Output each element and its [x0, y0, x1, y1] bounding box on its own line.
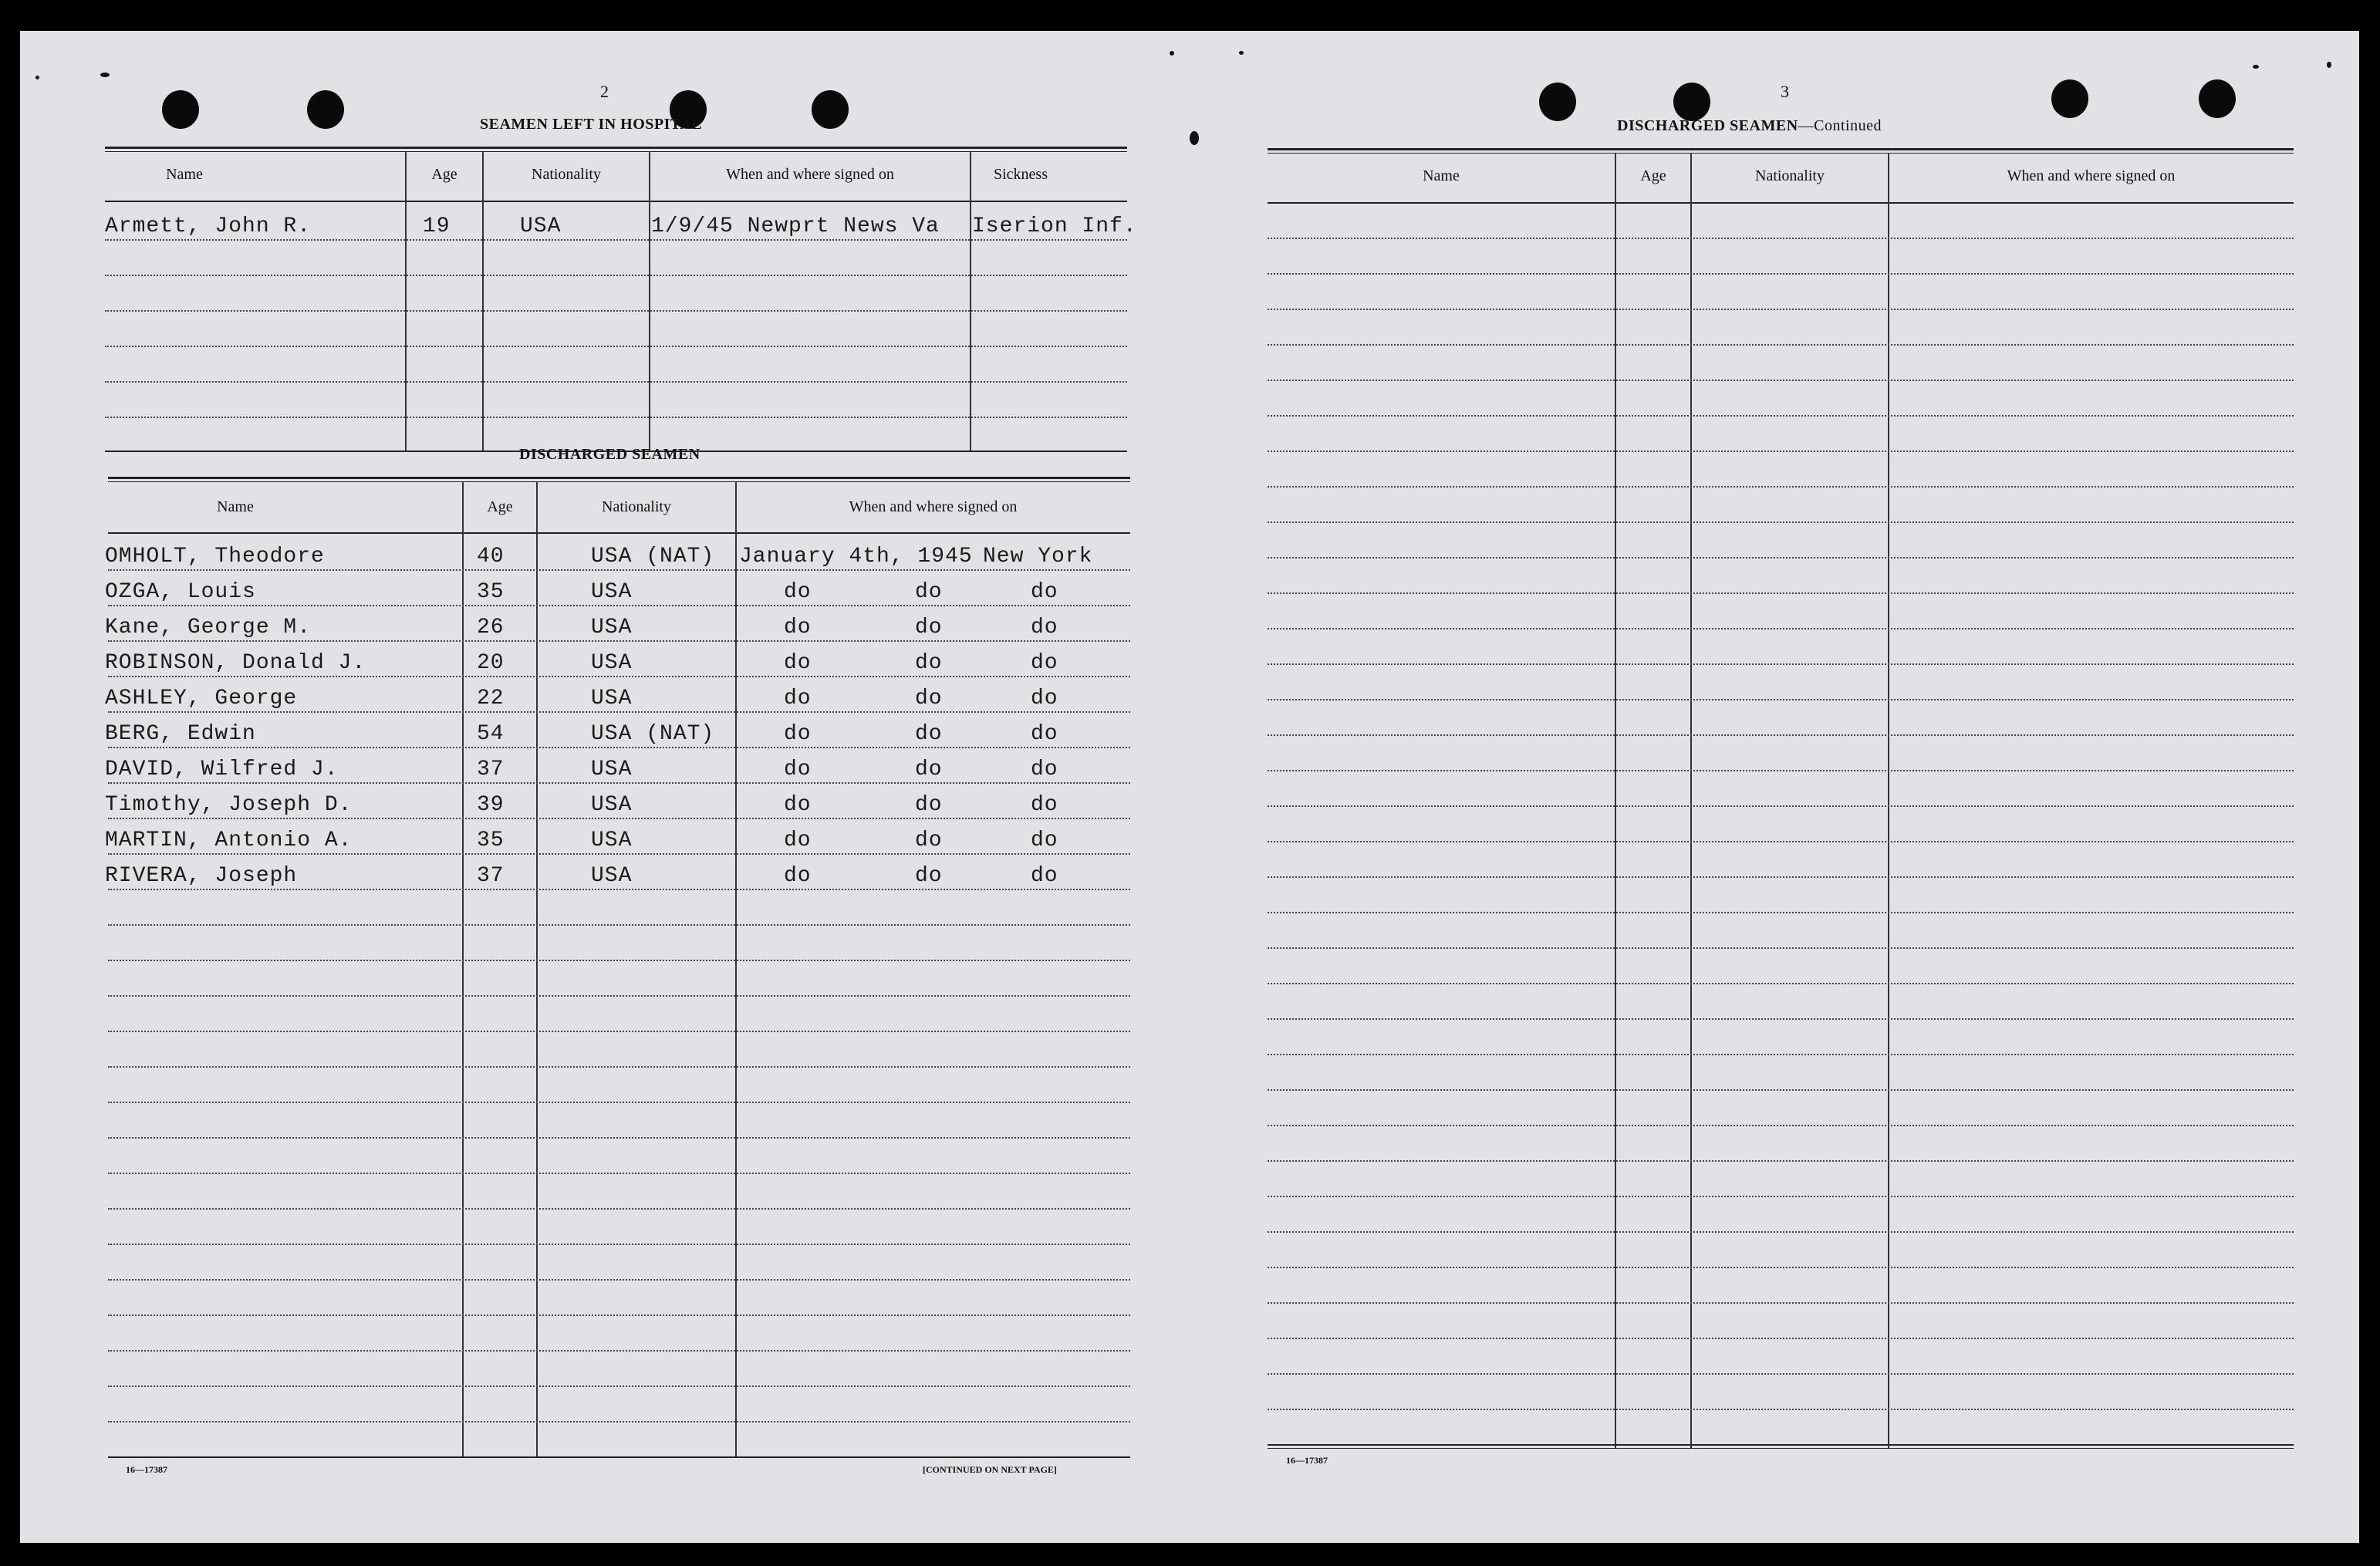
- seaman-name: OMHOLT, Theodore: [105, 545, 325, 569]
- row-line: [1268, 1409, 2294, 1410]
- seaman-age: 35: [477, 580, 505, 604]
- seaman-signed-when: do: [784, 793, 812, 817]
- punch-hole: [1539, 83, 1576, 121]
- seaman-signed-where: New York: [983, 545, 1093, 569]
- continued-bottom-rule-thin: [1268, 1448, 2294, 1449]
- hospital-header-sickness: Sickness: [994, 166, 1048, 183]
- seaman-signed-where: do: [915, 864, 943, 888]
- seaman-nationality: USA: [591, 793, 633, 817]
- row-line: [105, 381, 1127, 383]
- continued-section-title: [1617, 117, 1882, 135]
- continued-note: [CONTINUED ON NEXT PAGE]: [923, 1464, 1057, 1475]
- row-line: [1268, 805, 2294, 807]
- row-line: [1268, 912, 2294, 913]
- seaman-name: RIVERA, Joseph: [105, 864, 298, 888]
- seaman-name: MARTIN, Antonio A.: [105, 829, 353, 852]
- row-line: [1268, 1125, 2294, 1126]
- seaman-signed-where: do: [915, 687, 943, 710]
- row-line: [108, 1421, 1130, 1423]
- continued-title-suffix: —Continued: [1798, 117, 1882, 134]
- row-line: [108, 1031, 1130, 1032]
- row-line: [108, 853, 1130, 855]
- row-line: [1268, 273, 2294, 275]
- hospital-column-line: [405, 151, 407, 452]
- hospital-column-line: [482, 151, 484, 452]
- row-line: [1268, 451, 2294, 452]
- hospital-header-rule: [105, 201, 1127, 202]
- speck: [1239, 51, 1244, 55]
- row-line: [1268, 521, 2294, 523]
- seaman-signed-where-extra: do: [1031, 616, 1058, 640]
- seaman-signed-when: do: [784, 651, 812, 675]
- row-line: [1268, 841, 2294, 842]
- seaman-name: DAVID, Wilfred J.: [105, 758, 339, 781]
- row-line: [1268, 876, 2294, 878]
- form-number-right: 16—17387: [1286, 1455, 1328, 1466]
- speck: [2327, 62, 2331, 68]
- row-line: [108, 1208, 1130, 1210]
- seaman-name: ROBINSON, Donald J.: [105, 651, 366, 675]
- seaman-nationality: USA: [591, 829, 633, 852]
- seaman-nationality: USA: [591, 651, 633, 675]
- hospital-nationality: USA: [520, 214, 562, 238]
- row-line: [1268, 734, 2294, 736]
- seaman-age: 39: [477, 793, 505, 817]
- seaman-age: 40: [477, 545, 505, 569]
- seaman-signed-where-extra: do: [1031, 793, 1058, 817]
- discharged-header-name: Name: [217, 498, 254, 515]
- seaman-signed-where-extra: do: [1031, 651, 1058, 675]
- hospital-top-rule: [105, 147, 1127, 149]
- discharged-header-age: Age: [487, 498, 513, 515]
- seaman-nationality: USA: [591, 580, 633, 604]
- speck: [2253, 65, 2259, 69]
- continued-header-nationality: Nationality: [1755, 167, 1825, 184]
- seaman-nationality: USA: [591, 616, 633, 640]
- continued-header-rule: [1268, 202, 2294, 204]
- row-line: [108, 1315, 1130, 1316]
- seaman-signed-where-extra: do: [1031, 687, 1058, 710]
- row-line: [108, 1173, 1130, 1174]
- seaman-signed-when: do: [784, 580, 812, 604]
- speck: [1190, 131, 1199, 145]
- discharged-column-line: [462, 481, 464, 1458]
- row-line: [1268, 1302, 2294, 1304]
- hospital-name: Armett, John R.: [105, 214, 312, 238]
- punch-hole: [1673, 83, 1710, 121]
- row-line: [1268, 1373, 2294, 1375]
- row-line: [108, 960, 1130, 961]
- row-line: [108, 1137, 1130, 1139]
- row-line: [1268, 592, 2294, 594]
- seaman-age: 37: [477, 864, 505, 888]
- row-line: [1268, 1160, 2294, 1162]
- row-line: [1268, 1018, 2294, 1020]
- continued-title-main: DISCHARGED SEAMEN: [1617, 117, 1798, 134]
- discharged-column-line: [536, 481, 538, 1458]
- seaman-signed-when: January 4th, 1945: [739, 545, 973, 569]
- punch-hole: [307, 90, 344, 129]
- seaman-age: 54: [477, 722, 505, 746]
- row-line: [108, 889, 1130, 890]
- row-line: [108, 995, 1130, 997]
- seaman-name: OZGA, Louis: [105, 580, 256, 604]
- seaman-name: Timothy, Joseph D.: [105, 793, 353, 817]
- hospital-header-nationality: Nationality: [532, 166, 601, 183]
- hospital-column-line: [649, 151, 650, 452]
- row-line: [108, 676, 1130, 677]
- form-number-left: 16—17387: [126, 1464, 167, 1475]
- punch-hole: [162, 90, 199, 129]
- seaman-signed-where: do: [915, 758, 943, 781]
- seaman-nationality: USA: [591, 864, 633, 888]
- row-line: [105, 346, 1127, 347]
- continued-top-rule: [1268, 148, 2294, 150]
- continued-header-signed-on: When and where signed on: [2007, 167, 2176, 184]
- row-line: [1268, 380, 2294, 381]
- seaman-signed-where-extra: do: [1031, 758, 1058, 781]
- document-sheet: [20, 31, 2359, 1543]
- row-line: [1268, 1054, 2294, 1055]
- row-line: [108, 1244, 1130, 1245]
- discharged-top-rule: [108, 477, 1130, 479]
- seaman-signed-when: do: [784, 722, 812, 746]
- seaman-nationality: USA (NAT): [591, 545, 715, 569]
- row-line: [108, 605, 1130, 606]
- speck: [100, 73, 110, 77]
- row-line: [1268, 1338, 2294, 1339]
- row-line: [108, 924, 1130, 926]
- row-line: [108, 1350, 1130, 1352]
- row-line: [108, 1279, 1130, 1281]
- seaman-signed-when: do: [784, 616, 812, 640]
- seaman-age: 26: [477, 616, 505, 640]
- seaman-signed-when: do: [784, 687, 812, 710]
- seaman-signed-when: do: [784, 758, 812, 781]
- continued-column-line: [1690, 153, 1692, 1449]
- seaman-nationality: USA: [591, 758, 633, 781]
- row-line: [1268, 947, 2294, 949]
- discharged-bottom-rule: [108, 1456, 1130, 1458]
- row-line: [1268, 1267, 2294, 1268]
- row-line: [108, 782, 1130, 784]
- hospital-signed-on: 1/9/45 Newprt News Va: [651, 214, 940, 238]
- punch-hole: [2199, 79, 2236, 118]
- row-line: [108, 711, 1130, 713]
- continued-header-age: Age: [1640, 167, 1666, 184]
- row-line: [105, 275, 1127, 276]
- seaman-signed-where: do: [915, 580, 943, 604]
- row-line: [105, 239, 1127, 241]
- page-number-right: 3: [1781, 82, 1789, 101]
- hospital-header-name: Name: [166, 166, 203, 183]
- discharged-header-rule: [108, 532, 1130, 534]
- seaman-age: 22: [477, 687, 505, 710]
- hospital-column-line: [970, 151, 971, 452]
- row-line: [1268, 309, 2294, 310]
- hospital-age: 19: [423, 214, 451, 238]
- hospital-header-age: Age: [431, 166, 457, 183]
- seaman-name: BERG, Edwin: [105, 722, 256, 746]
- hospital-section-title: SEAMEN LEFT IN HOSPITAL: [480, 116, 703, 133]
- discharged-section-title: DISCHARGED SEAMEN: [519, 446, 700, 463]
- speck: [1170, 51, 1174, 56]
- discharged-header-signed-on: When and where signed on: [849, 498, 1018, 515]
- seaman-signed-when: do: [784, 829, 812, 852]
- row-line: [1268, 699, 2294, 700]
- seaman-signed-where: do: [915, 616, 943, 640]
- row-line: [1268, 983, 2294, 984]
- seaman-signed-where-extra: do: [1031, 722, 1058, 746]
- row-line: [1268, 238, 2294, 239]
- seaman-age: 37: [477, 758, 505, 781]
- continued-top-rule-thin: [1268, 153, 2294, 154]
- seaman-name: Kane, George M.: [105, 616, 312, 640]
- seaman-signed-where: do: [915, 829, 943, 852]
- punch-hole: [2051, 79, 2088, 118]
- seaman-nationality: USA: [591, 687, 633, 710]
- row-line: [108, 747, 1130, 748]
- row-line: [1268, 1089, 2294, 1091]
- row-line: [105, 310, 1127, 312]
- row-line: [1268, 628, 2294, 629]
- row-line: [108, 1066, 1130, 1068]
- continued-column-line: [1615, 153, 1616, 1449]
- discharged-header-nationality: Nationality: [602, 498, 671, 515]
- seaman-signed-where: do: [915, 651, 943, 675]
- row-line: [108, 569, 1130, 571]
- row-line: [105, 417, 1127, 418]
- row-line: [108, 1102, 1130, 1103]
- hospital-top-rule-thin: [105, 151, 1127, 152]
- discharged-column-line: [735, 481, 737, 1458]
- seaman-signed-where-extra: do: [1031, 864, 1058, 888]
- seaman-signed-when: do: [784, 864, 812, 888]
- row-line: [1268, 486, 2294, 488]
- row-line: [108, 640, 1130, 642]
- seaman-name: ASHLEY, George: [105, 687, 298, 710]
- row-line: [1268, 1231, 2294, 1233]
- seaman-age: 35: [477, 829, 505, 852]
- row-line: [108, 818, 1130, 819]
- punch-hole: [812, 90, 849, 129]
- seaman-nationality: USA (NAT): [591, 722, 715, 746]
- seaman-signed-where: do: [915, 793, 943, 817]
- hospital-sickness: Iserion Inf.: [972, 214, 1137, 238]
- row-line: [1268, 557, 2294, 559]
- page-number-left: 2: [600, 82, 609, 101]
- continued-column-line: [1888, 153, 1889, 1449]
- row-line: [1268, 344, 2294, 346]
- row-line: [1268, 770, 2294, 771]
- continued-bottom-rule: [1268, 1444, 2294, 1446]
- seaman-signed-where-extra: do: [1031, 580, 1058, 604]
- row-line: [108, 1385, 1130, 1387]
- hospital-header-signed-on: When and where signed on: [726, 166, 894, 183]
- row-line: [1268, 663, 2294, 665]
- seaman-signed-where: do: [915, 722, 943, 746]
- continued-header-name: Name: [1423, 167, 1460, 184]
- seaman-age: 20: [477, 651, 505, 675]
- row-line: [1268, 415, 2294, 417]
- row-line: [1268, 1196, 2294, 1197]
- discharged-top-rule-thin: [108, 481, 1130, 482]
- seaman-signed-where-extra: do: [1031, 829, 1058, 852]
- speck: [35, 76, 39, 79]
